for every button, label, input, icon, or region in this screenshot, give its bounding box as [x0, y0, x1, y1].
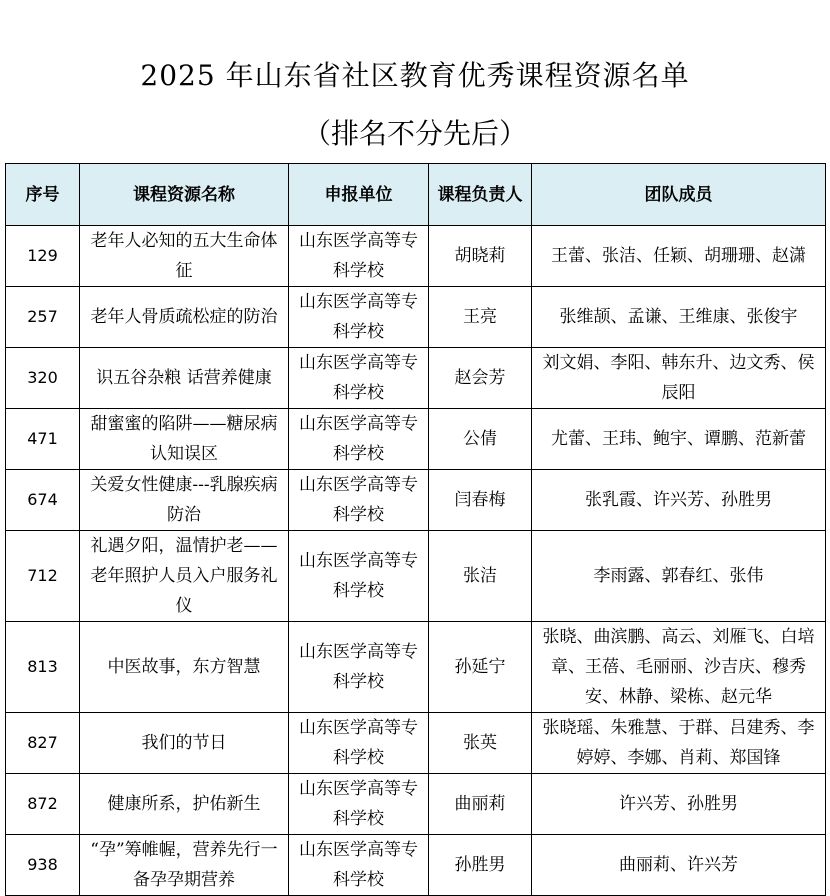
- cell-unit: 山东医学高等专科学校: [289, 470, 429, 531]
- cell-course-name: 甜蜜蜜的陷阱——糖尿病认知误区: [80, 409, 289, 470]
- cell-unit: 山东医学高等专科学校: [289, 348, 429, 409]
- cell-unit: 山东医学高等专科学校: [289, 409, 429, 470]
- cell-unit: 山东医学高等专科学校: [289, 287, 429, 348]
- cell-lead: 曲丽莉: [429, 774, 532, 835]
- cell-lead: 张洁: [429, 531, 532, 622]
- cell-no: 471: [6, 409, 80, 470]
- table-row: [6, 470, 826, 531]
- cell-lead: 胡晓莉: [429, 226, 532, 287]
- header-course-name: 课程资源名称: [80, 164, 289, 226]
- cell-course-name: 中医故事，东方智慧: [80, 622, 289, 713]
- cell-team: 张晓瑶、朱雅慧、于群、吕建秀、李婷婷、李娜、肖莉、郑国锋: [532, 713, 826, 774]
- cell-lead: 赵会芳: [429, 348, 532, 409]
- course-table: [5, 163, 826, 896]
- cell-lead: 王亮: [429, 287, 532, 348]
- cell-lead: 闫春梅: [429, 470, 532, 531]
- cell-no: 129: [6, 226, 80, 287]
- document-subtitle: （排名不分先后）: [302, 117, 527, 150]
- table-row: [6, 774, 826, 835]
- table-row: [6, 226, 826, 287]
- cell-unit: 山东医学高等专科学校: [289, 622, 429, 713]
- cell-lead: 孙胜男: [429, 835, 532, 896]
- cell-course-name: 我们的节日: [80, 713, 289, 774]
- cell-lead: 公倩: [429, 409, 532, 470]
- cell-course-name: “孕”筹帷幄，营养先行一备孕孕期营养: [80, 835, 289, 896]
- table-row: [6, 713, 826, 774]
- cell-no: 257: [6, 287, 80, 348]
- header-unit: 申报单位: [289, 164, 429, 226]
- header-team: 团队成员: [532, 164, 826, 226]
- cell-no: 320: [6, 348, 80, 409]
- cell-course-name: 关爱女性健康---乳腺疾病防治: [80, 470, 289, 531]
- cell-unit: 山东医学高等专科学校: [289, 531, 429, 622]
- cell-team: 张维颉、孟谦、王维康、张俊宇: [532, 287, 826, 348]
- table-row: [6, 287, 826, 348]
- cell-team: 刘文娟、李阳、韩东升、边文秀、侯辰阳: [532, 348, 826, 409]
- cell-course-name: 识五谷杂粮 话营养健康: [80, 348, 289, 409]
- cell-team: 王蕾、张洁、任颖、胡珊珊、赵潇: [532, 226, 826, 287]
- table-row: [6, 835, 826, 896]
- cell-unit: 山东医学高等专科学校: [289, 774, 429, 835]
- cell-team: 曲丽莉、许兴芳: [532, 835, 826, 896]
- cell-lead: 张英: [429, 713, 532, 774]
- cell-unit: 山东医学高等专科学校: [289, 713, 429, 774]
- cell-course-name: 礼遇夕阳，温情护老——老年照护人员入户服务礼仪: [80, 531, 289, 622]
- cell-course-name: 健康所系，护佑新生: [80, 774, 289, 835]
- header-lead: 课程负责人: [429, 164, 532, 226]
- header-no: 序号: [6, 164, 80, 226]
- table-row: [6, 531, 826, 622]
- document-title: 2025 年山东省社区教育优秀课程资源名单: [140, 59, 690, 92]
- cell-no: 872: [6, 774, 80, 835]
- cell-team: 张晓、曲滨鹏、高云、刘雁飞、白培章、王蓓、毛丽丽、沙吉庆、穆秀安、林静、梁栋、赵元华: [532, 622, 826, 713]
- cell-course-name: 老年人骨质疏松症的防治: [80, 287, 289, 348]
- cell-team: 尤蕾、王玮、鲍宇、谭鹏、范新蕾: [532, 409, 826, 470]
- cell-team: 许兴芳、孙胜男: [532, 774, 826, 835]
- table-row: [6, 409, 826, 470]
- table-header-row: [6, 164, 826, 226]
- cell-team: 李雨露、郭春红、张伟: [532, 531, 826, 622]
- cell-unit: 山东医学高等专科学校: [289, 835, 429, 896]
- cell-no: 827: [6, 713, 80, 774]
- cell-course-name: 老年人必知的五大生命体征: [80, 226, 289, 287]
- cell-team: 张乳霞、许兴芳、孙胜男: [532, 470, 826, 531]
- cell-unit: 山东医学高等专科学校: [289, 226, 429, 287]
- cell-no: 712: [6, 531, 80, 622]
- cell-no: 938: [6, 835, 80, 896]
- cell-lead: 孙延宁: [429, 622, 532, 713]
- cell-no: 813: [6, 622, 80, 713]
- table-row: [6, 622, 826, 713]
- table-row: [6, 348, 826, 409]
- cell-no: 674: [6, 470, 80, 531]
